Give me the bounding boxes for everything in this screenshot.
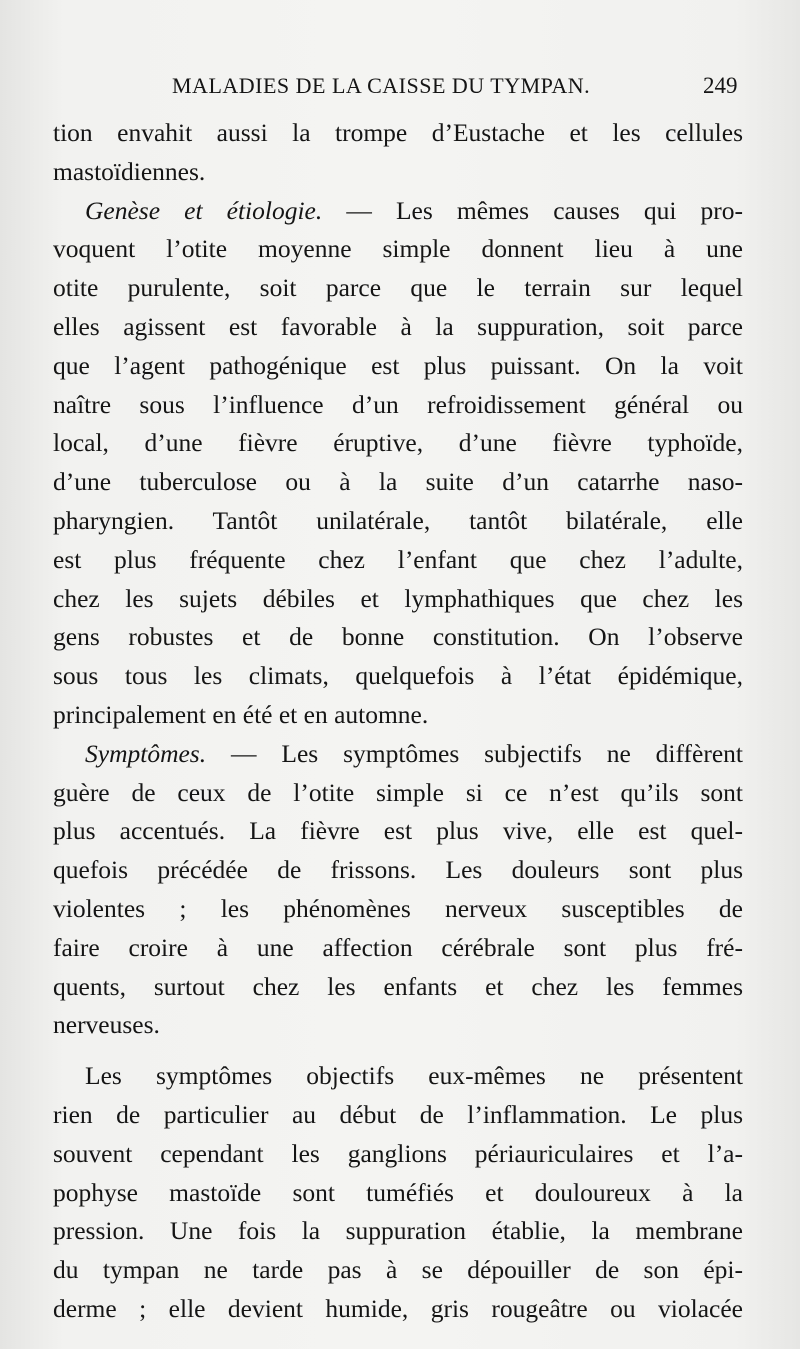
text-line: pression. Une fois la suppuration établie, la membrane: [53, 1216, 743, 1246]
text-line: local, d’une fièvre éruptive, d’une fièvre typhoïde,: [53, 428, 743, 458]
paragraph: [53, 192, 743, 735]
text-line: que l’agent pathogénique est plus puissant. On la voit: [53, 350, 743, 380]
text-line: quents, surtout chez les enfants et chez les femmes: [53, 971, 743, 1001]
text-line: faire croire à une affection cérébrale sont plus fré-: [53, 932, 743, 962]
text-line: sous tous les climats, quelquefois à l’état épidémique,: [53, 661, 743, 691]
paragraph-gap: [53, 1045, 743, 1057]
text-line: quefois précédée de frissons. Les douleurs sont plus: [53, 855, 743, 885]
text-line: est plus fréquente chez l’enfant que chez l’adulte,: [53, 544, 743, 574]
text-line: gens robustes et de bonne constitution. On l’observe: [53, 622, 743, 652]
paragraph: [53, 735, 743, 1045]
text-line: voquent l’otite moyenne simple donnent lieu à une: [53, 234, 743, 264]
section-heading: Genèse et étiologie.: [85, 195, 323, 225]
text-line: d’une tuberculose ou à la suite d’un catarrhe naso-: [53, 467, 743, 497]
text-line: elles agissent est favorable à la suppuration, soit parce: [53, 311, 743, 341]
text-fragment: — Les mêmes causes qui pro-: [322, 195, 744, 225]
text-line: derme ; elle devient humide, gris rougeâtre ou violacée: [53, 1293, 743, 1323]
text-line: [53, 735, 743, 774]
text-line: rien de particulier au début de l’inflammation. Le plus: [53, 1099, 743, 1129]
body-text: [53, 114, 743, 1329]
text-fragment: — Les symptômes subjectifs ne diffèrent: [206, 738, 743, 768]
text-line: pophyse mastoïde sont tuméfiés et douloureux à la: [53, 1177, 743, 1207]
text-line: nerveuses.: [53, 1010, 160, 1040]
section-heading: Symptômes.: [85, 738, 207, 768]
text-line: guère de ceux de l’otite simple si ce n’est qu’ils sont: [53, 777, 743, 807]
text-line: pharyngien. Tantôt unilatérale, tantôt bilatérale, elle: [53, 505, 743, 535]
text-line: naître sous l’influence d’un refroidissement général ou: [53, 389, 743, 419]
text-line: plus accentués. La fièvre est plus vive, elle est quel-: [53, 816, 743, 846]
text-line: otite purulente, soit parce que le terrain sur lequel: [53, 273, 743, 303]
text-line: mastoïdiennes.: [53, 156, 206, 186]
text-line: souvent cependant les ganglions périauriculaires et l’a-: [53, 1138, 743, 1168]
text-line: violentes ; les phénomènes nerveux susceptibles de: [53, 893, 743, 923]
text-line: du tympan ne tarde pas à se dépouiller de son épi-: [53, 1255, 743, 1285]
text-line: principalement en été et en automne.: [53, 699, 429, 729]
text-line: [53, 192, 743, 231]
text-line: tion envahit aussi la trompe d’Eustache et les cellules: [53, 118, 743, 147]
running-header: MALADIES DE LA CAISSE DU TYMPAN.: [172, 73, 591, 98]
paragraph: [53, 114, 743, 192]
text-line: chez les sujets débiles et lymphathiques que chez les: [53, 583, 743, 613]
text-line: Les symptômes objectifs eux-mêmes ne présentent: [85, 1061, 743, 1091]
paragraph: [53, 1057, 743, 1329]
page-number: 249: [703, 73, 738, 98]
